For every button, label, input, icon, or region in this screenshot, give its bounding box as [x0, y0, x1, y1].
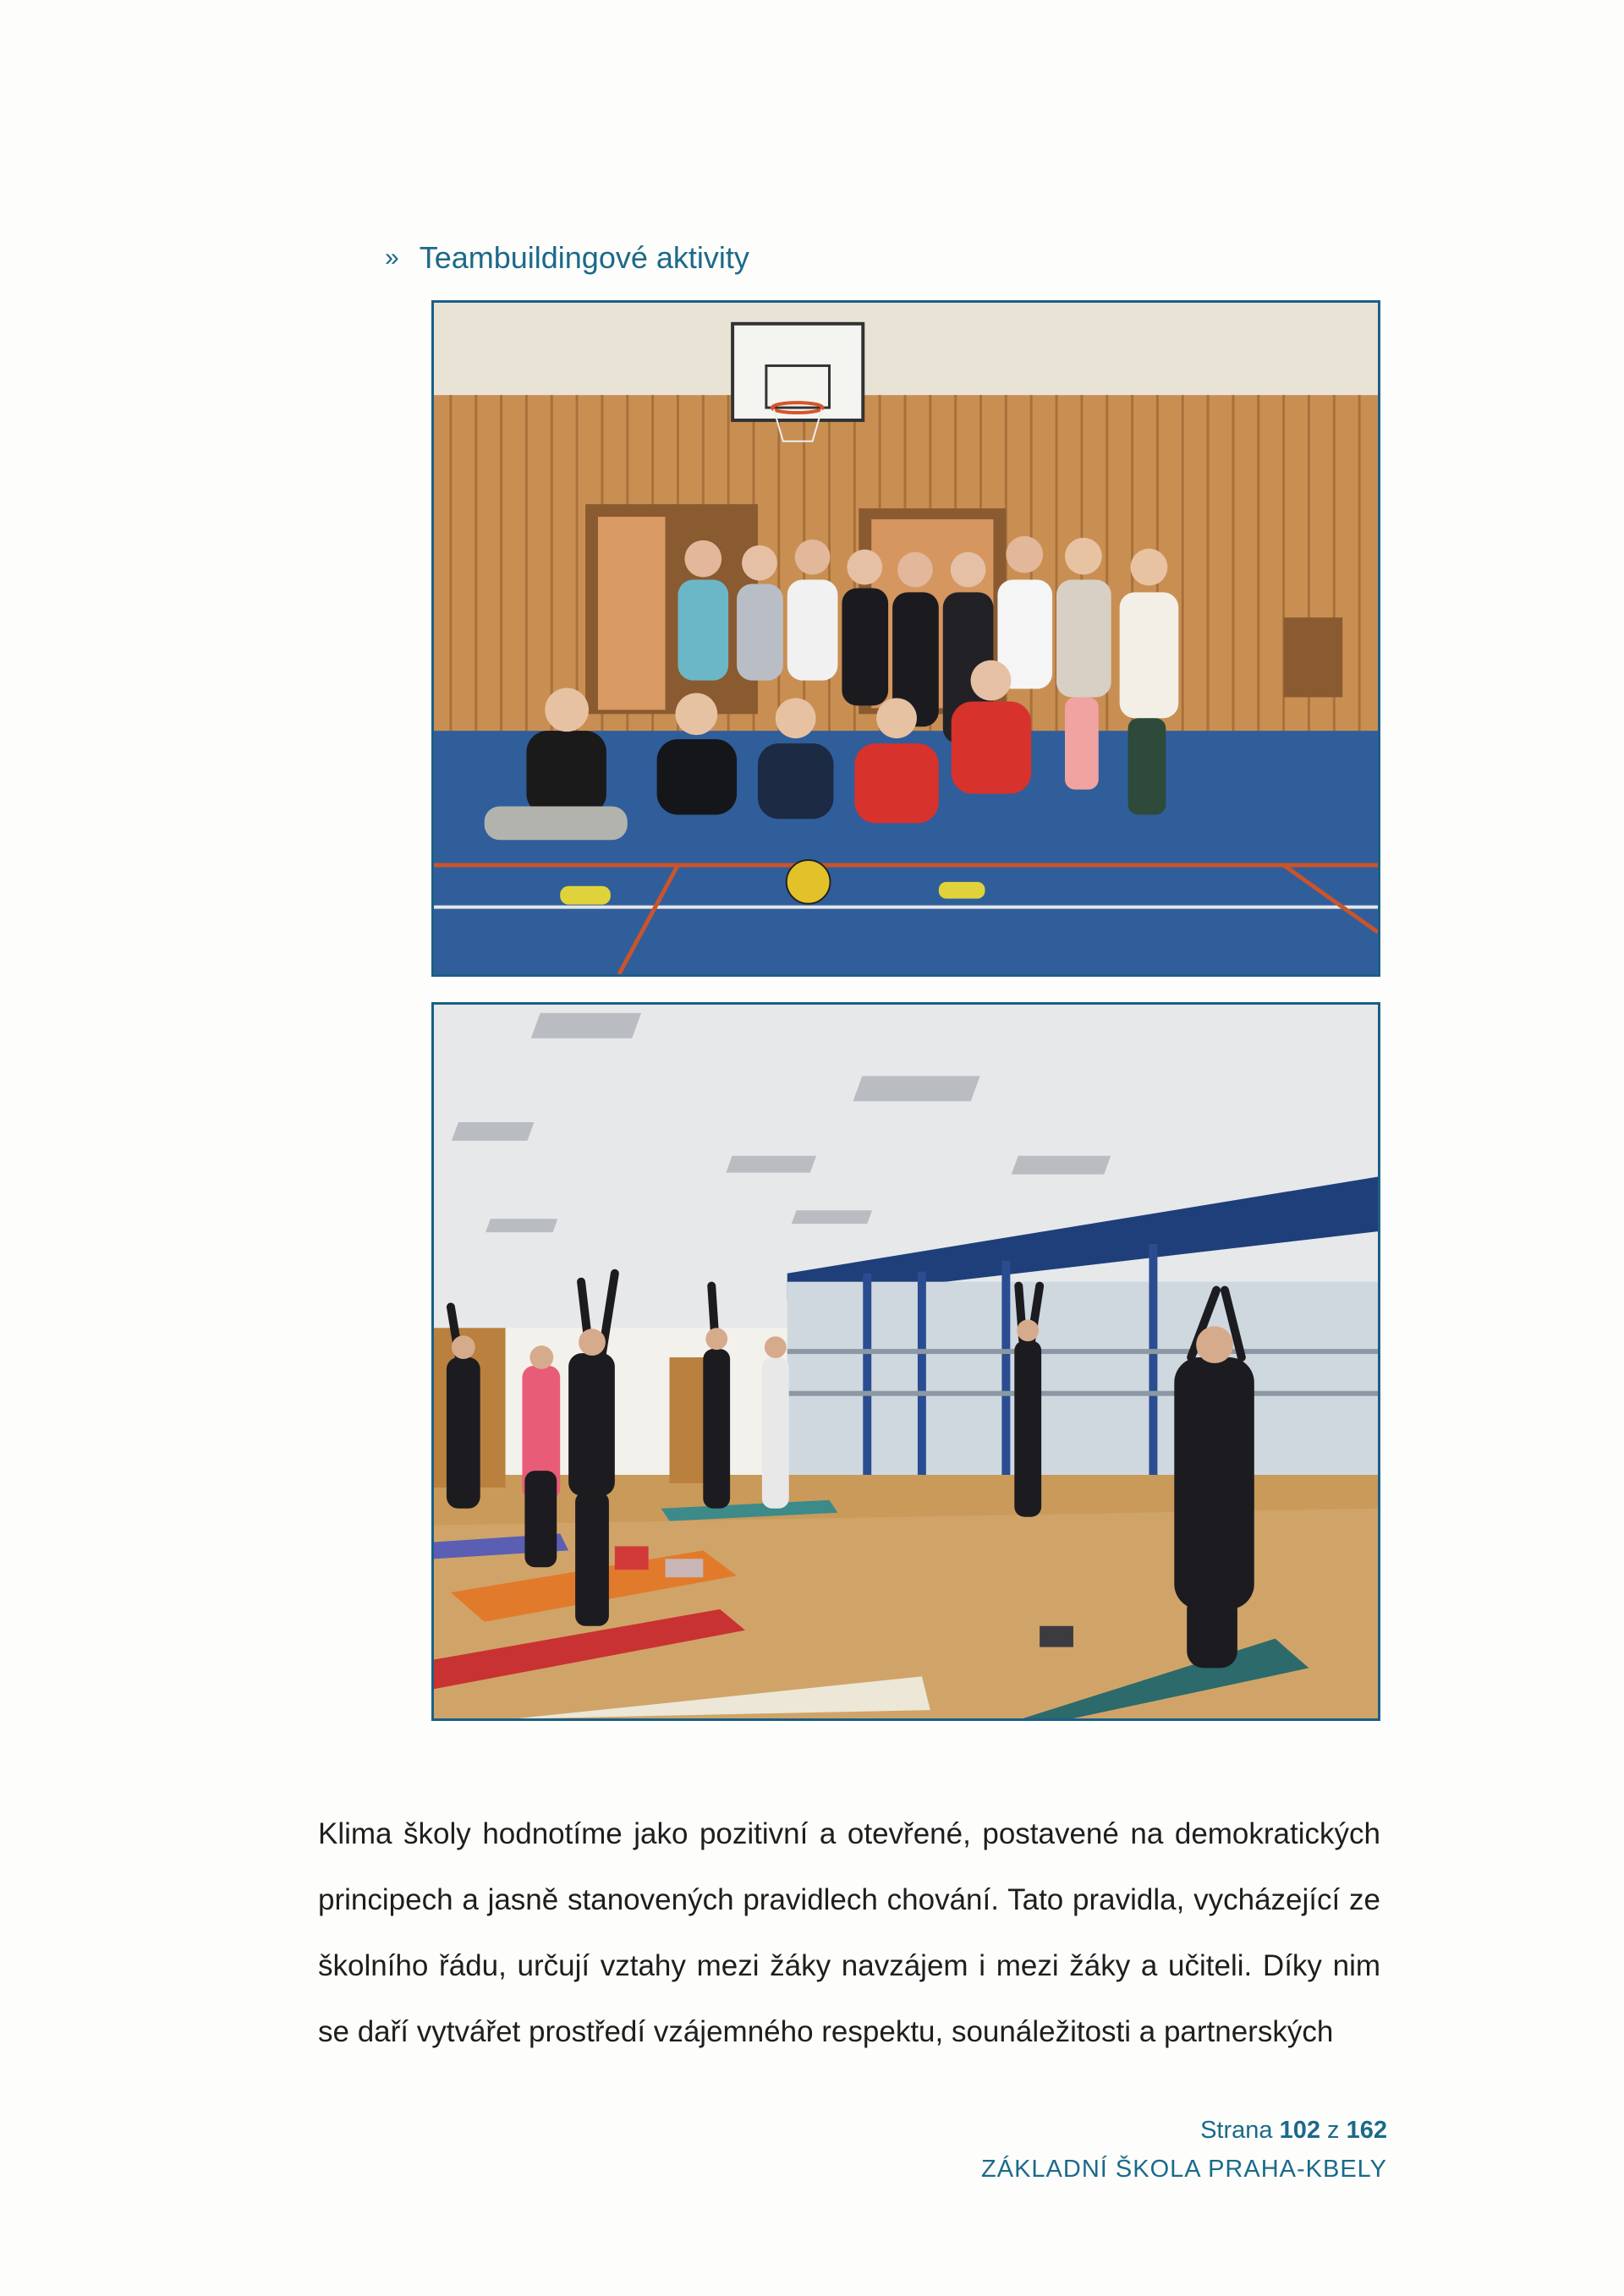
yoga-session-photo [431, 1002, 1380, 1721]
page-current: 102 [1279, 2117, 1320, 2144]
school-name: ZÁKLADNÍ ŠKOLA PRAHA-KBELY [981, 2156, 1387, 2183]
page-footer [981, 2111, 1387, 2189]
teambuilding-gym-photo [431, 300, 1380, 977]
section-heading [385, 237, 749, 279]
body-paragraph: Klima školy hodnotíme jako pozitivní a otevřené, postavené na demokratických principech a jasně stanovených pravidlech chování. Tato pravidla, vycházející ze školního řádu, určují vztahy mezi žáky navzájem i mezi žáky a učiteli. Díky nim se daří vytvářet prostředí vzájemného respektu, sounáležitosti a partnerských [318, 1817, 1380, 2048]
yoga-hall-illustration [434, 1005, 1378, 1718]
bullet-marker: » [385, 244, 398, 271]
section-title: Teambuildingové aktivity [419, 240, 749, 275]
page-word: Strana [1200, 2117, 1273, 2144]
page-counter [981, 2111, 1387, 2150]
gym-group-illustration [434, 303, 1378, 974]
page-of: z [1327, 2117, 1340, 2144]
page-total: 162 [1346, 2117, 1387, 2144]
